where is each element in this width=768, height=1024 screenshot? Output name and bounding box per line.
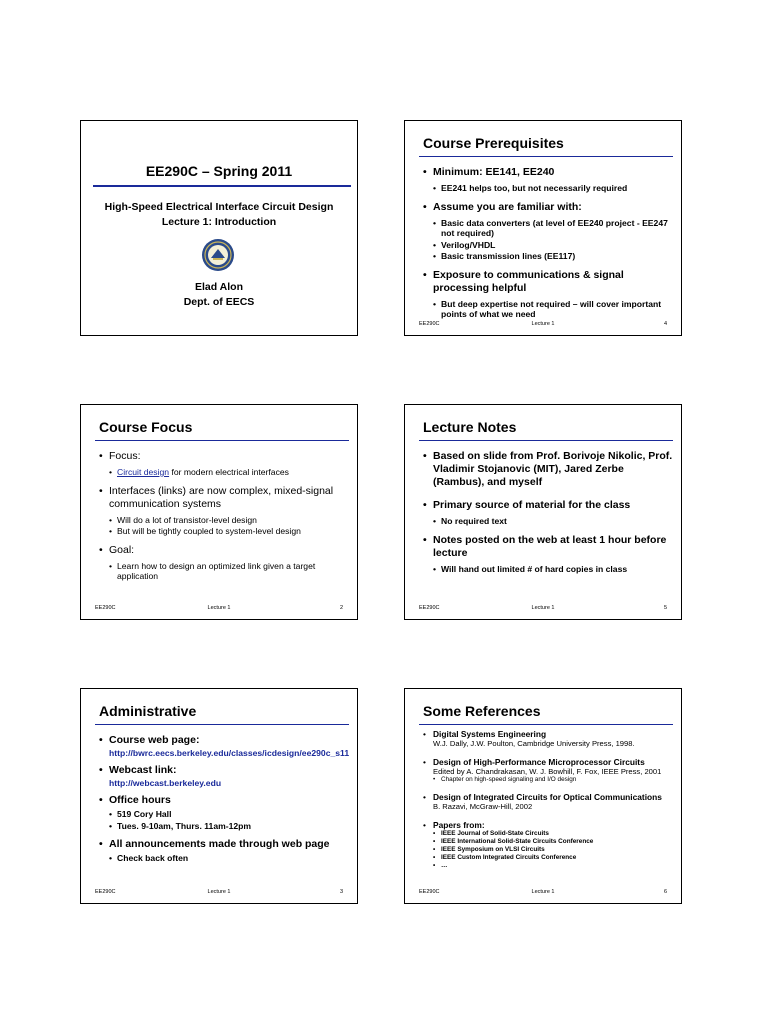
title-slide-dept: Dept. of EECS [183,296,255,308]
bullet: • Webcast link: [99,764,349,777]
reference-title: • Papers from: [423,820,673,830]
university-seal-icon [201,238,235,272]
sub-bullet: • EE241 helps too, but not necessarily required [423,183,673,194]
reference-detail: W.J. Dally, J.W. Poulton, Cambridge University Press, 1998. [433,739,635,748]
slide-footer [419,321,667,329]
circuit-design-link[interactable]: Circuit design [117,467,170,477]
footer-course: EE290C [95,889,116,895]
reference-detail: Edited by A. Chandrakasan, W. J. Bowhill, F. Fox, IEEE Press, 2001 [433,766,662,776]
bullet: • Office hours [99,794,349,807]
slide-title [80,120,358,336]
sub-bullet [99,467,349,478]
reference-title: • Design of Integrated Circuits for Optical Communications [423,792,673,802]
sub-bullet: • Verilog/VHDL [423,240,673,251]
footer-course: EE290C [419,889,440,895]
sub-bullet: • Tues. 9-10am, Thurs. 11am-12pm [99,821,349,832]
reference-sub-bullet: • … [423,862,673,870]
footer-lecture: Lecture 1 [207,605,231,611]
heading-rule [419,156,673,157]
course-web-page-link[interactable]: http://bwrc.eecs.berkeley.edu/classes/icdesign/ee290c_s11 [109,748,350,758]
bullet: • Notes posted on the web at least 1 hour before lecture [423,534,673,560]
title-slide-author: Elad Alon [194,281,244,293]
footer-lecture: Lecture 1 [531,321,555,327]
heading-rule [419,440,673,441]
footer-page-number: 3 [339,889,343,895]
title-slide-subtitle: High-Speed Electrical Interface Circuit Design [104,201,334,213]
slide-heading: Course Focus [99,419,193,435]
slide-prerequisites [404,120,682,336]
slide-heading: Administrative [99,703,197,719]
slide-heading: Lecture Notes [423,419,517,435]
slide-heading: Course Prerequisites [423,135,564,151]
footer-course: EE290C [419,605,440,611]
footer-course: EE290C [419,321,440,327]
bullet: • Based on slide from Prof. Borivoje Nikolic, Prof. Vladimir Stojanovic (MIT), Jared Zerbe (Rambus), and myself [423,450,673,489]
sub-bullet: • Will do a lot of transistor-level design [99,515,349,526]
bullet: • Minimum: EE141, EE240 [423,166,673,179]
heading-rule [95,440,349,441]
footer-page-number: 6 [663,889,667,895]
title-slide-heading: EE290C – Spring 2011 [145,163,293,179]
slide-footer [95,605,343,613]
sub-bullet: • But deep expertise not required – will cover important points of what we need [423,299,673,320]
slide-references [404,688,682,904]
sub-bullet: • Basic transmission lines (EE117) [423,251,673,262]
sub-bullet: • Learn how to design an optimized link given a target application [99,561,349,582]
bullet: • Course web page: [99,734,349,747]
sub-bullet: • But will be tightly coupled to system-level design [99,526,349,537]
footer-course: EE290C [95,605,116,611]
slide-administrative [80,688,358,904]
slide-footer [419,605,667,613]
slide-footer [419,889,667,897]
bullet: • Goal: [99,544,349,557]
heading-rule [95,724,349,725]
bullet: • Assume you are familiar with: [423,201,673,214]
slide-footer [95,889,343,897]
heading-rule [419,724,673,725]
reference-sub-bullet: • Chapter on high-speed signaling and I/O design [423,776,673,784]
reference-sub-bullet: • IEEE Custom Integrated Circuits Conference [423,854,673,862]
footer-page-number: 2 [339,605,343,611]
title-slide-lecture: Lecture 1: Introduction [161,216,277,228]
sub-bullet: • 519 Cory Hall [99,809,349,820]
footer-lecture: Lecture 1 [531,889,555,895]
bullet: • Exposure to communications & signal processing helpful [423,269,673,295]
reference-detail: B. Razavi, McGraw-Hill, 2002 [433,802,533,811]
bullet: • All announcements made through web page [99,838,349,851]
bullet: • Primary source of material for the class [423,499,673,512]
slide-heading: Some References [423,703,541,719]
sub-bullet: • Check back often [99,853,349,864]
reference-title: • Digital Systems Engineering [423,729,673,739]
sub-bullet: • No required text [423,516,673,527]
footer-lecture: Lecture 1 [207,889,231,895]
reference-sub-bullet: • IEEE International Solid-State Circuits Conference [423,838,673,846]
footer-page-number: 5 [663,605,667,611]
slide-course-focus [80,404,358,620]
slide-lecture-notes [404,404,682,620]
sub-bullet: • Basic data converters (at level of EE240 project - EE247 not required) [423,218,673,239]
footer-lecture: Lecture 1 [531,605,555,611]
webcast-link[interactable]: http://webcast.berkeley.edu [109,778,222,788]
reference-sub-bullet: • IEEE Journal of Solid-State Circuits [423,830,673,838]
title-rule [93,185,351,187]
reference-title: • Design of High-Performance Microprocessor Circuits [423,757,673,767]
reference-sub-bullet: • IEEE Symposium on VLSI Circuits [423,846,673,854]
sub-bullet: • Will hand out limited # of hard copies in class [423,564,673,575]
sub-bullet-text: for modern electrical interfaces [169,467,289,477]
bullet: • Interfaces (links) are now complex, mixed-signal communication systems [99,485,349,511]
bullet: • Focus: [99,450,349,463]
footer-page-number: 4 [663,321,667,327]
